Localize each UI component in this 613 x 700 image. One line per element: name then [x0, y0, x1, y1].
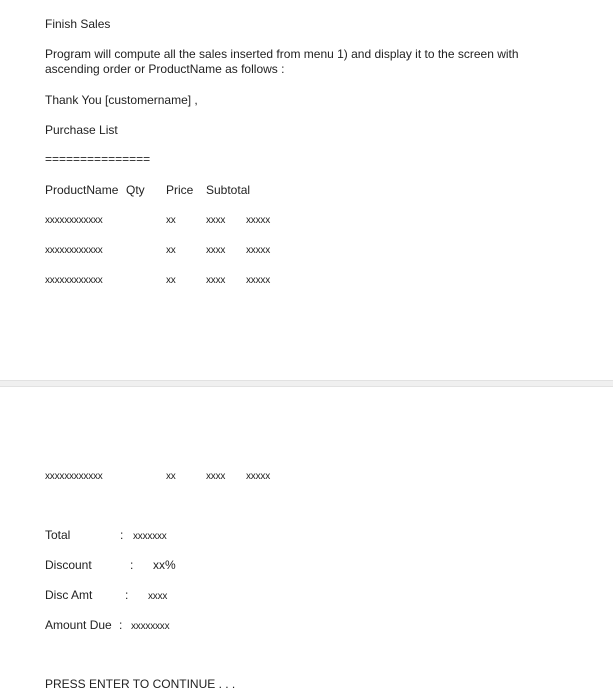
- summary-total-sep: :: [120, 528, 124, 542]
- header-price: Price: [166, 183, 194, 197]
- row-3-price: xxxx: [206, 275, 226, 286]
- summary-disc-amt-sep: :: [125, 588, 129, 602]
- separator-line: ===============: [45, 152, 151, 166]
- row-4-productname: xxxxxxxxxxxx: [45, 471, 103, 482]
- row-3-subtotal: xxxxx: [246, 275, 271, 286]
- header-productname: ProductName: [45, 183, 119, 197]
- summary-total-label: Total: [45, 528, 71, 542]
- heading-finish-sales: Finish Sales: [45, 17, 111, 31]
- document-page-2: [0, 387, 613, 700]
- thank-you-line: Thank You [customername] ,: [45, 93, 198, 107]
- row-3-qty: xx: [166, 275, 176, 286]
- header-qty: Qty: [126, 183, 145, 197]
- summary-discount-label: Discount: [45, 558, 92, 572]
- row-2-price: xxxx: [206, 245, 226, 256]
- summary-amount-due-value: xxxxxxxx: [131, 621, 170, 632]
- row-1-qty: xx: [166, 215, 176, 226]
- summary-total-value: xxxxxxx: [133, 531, 167, 542]
- page-break: [0, 380, 613, 387]
- row-4-price: xxxx: [206, 471, 226, 482]
- row-2-qty: xx: [166, 245, 176, 256]
- summary-disc-amt-label: Disc Amt: [45, 588, 93, 602]
- row-1-productname: xxxxxxxxxxxx: [45, 215, 103, 226]
- summary-discount-sep: :: [130, 558, 134, 572]
- description-paragraph: Program will compute all the sales inserted from menu 1) and display it to the screen with ascending order or ProductName as follows :: [45, 47, 519, 76]
- row-1-price: xxxx: [206, 215, 226, 226]
- purchase-list-title: Purchase List: [45, 123, 118, 137]
- row-2-subtotal: xxxxx: [246, 245, 271, 256]
- row-4-subtotal: xxxxx: [246, 471, 271, 482]
- summary-disc-amt-value: xxxx: [148, 591, 168, 602]
- summary-amount-due-sep: :: [119, 618, 123, 632]
- header-subtotal: Subtotal: [206, 183, 251, 197]
- summary-amount-due-label: Amount Due: [45, 618, 112, 632]
- row-4-qty: xx: [166, 471, 176, 482]
- press-enter-prompt: PRESS ENTER TO CONTINUE . . .: [45, 677, 236, 691]
- row-1-subtotal: xxxxx: [246, 215, 271, 226]
- summary-discount-value: xx%: [153, 558, 176, 572]
- row-2-productname: xxxxxxxxxxxx: [45, 245, 103, 256]
- row-3-productname: xxxxxxxxxxxx: [45, 275, 103, 286]
